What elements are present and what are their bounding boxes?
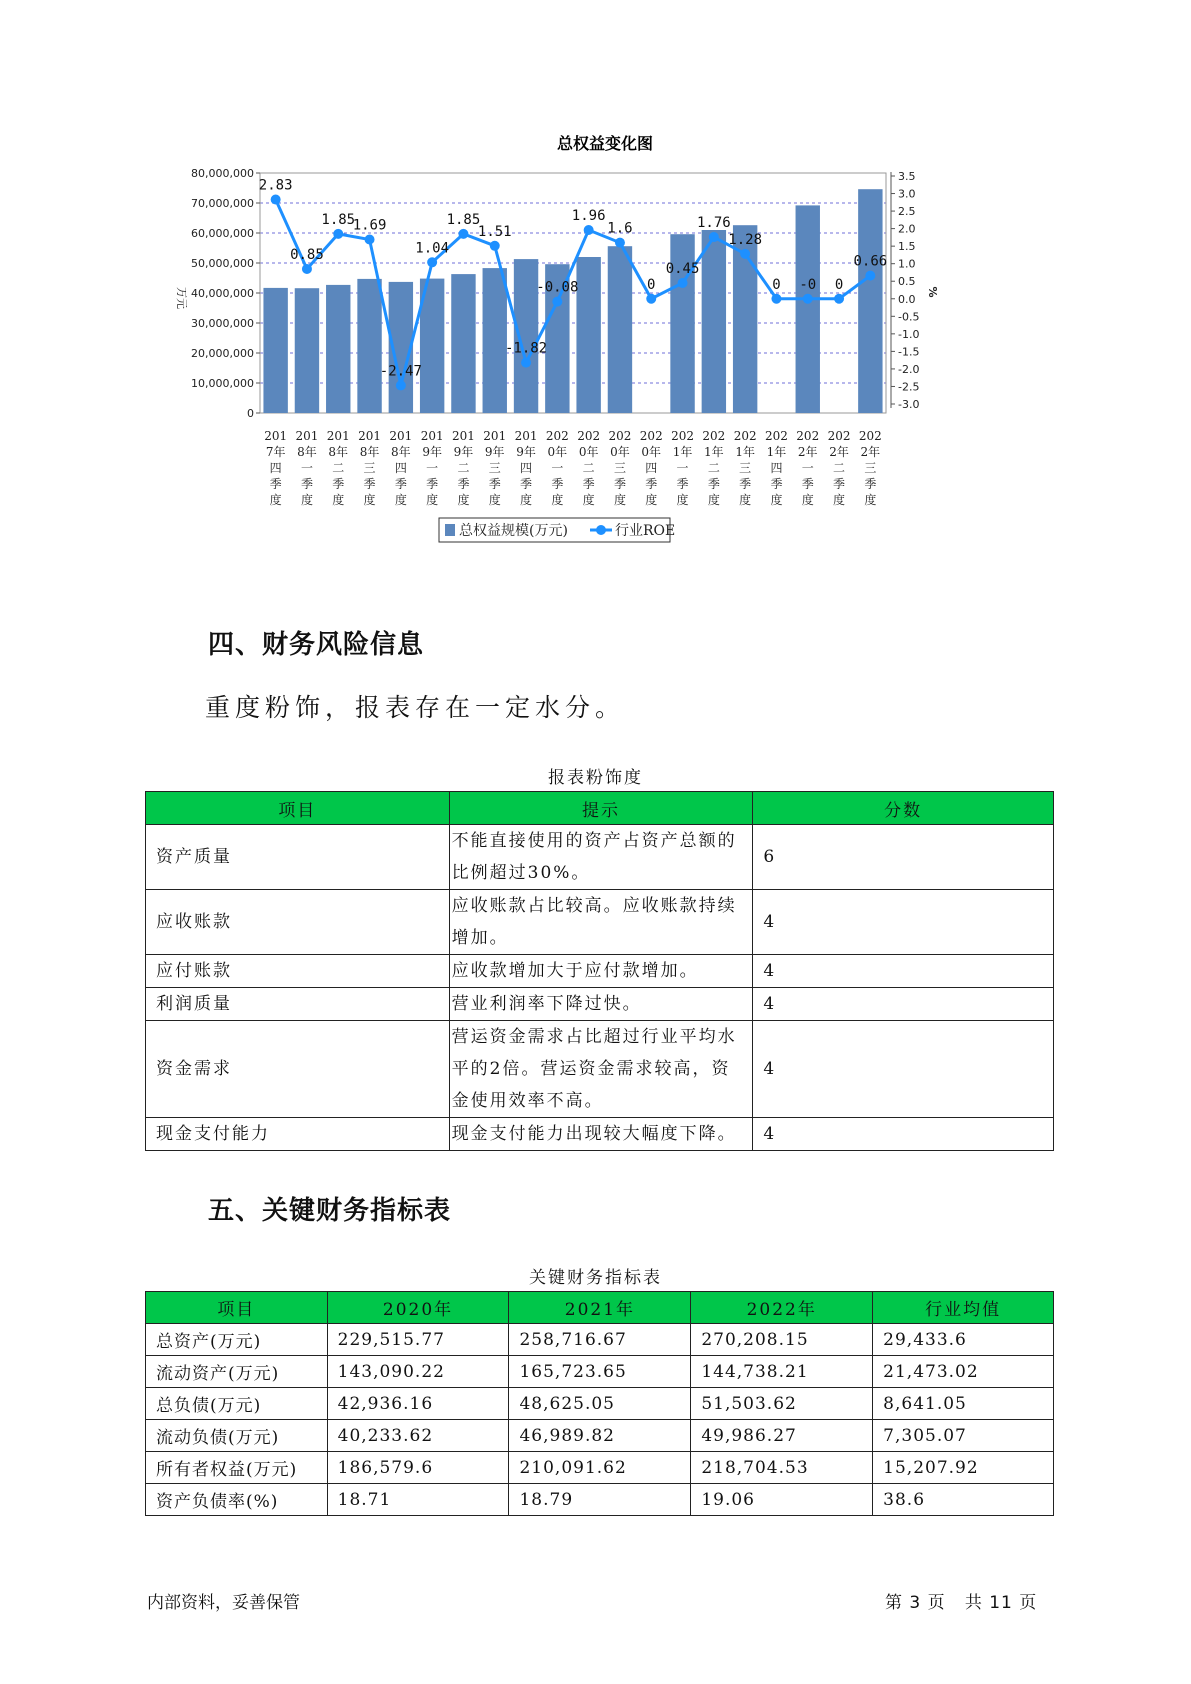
equity-bar: [702, 230, 726, 413]
table-header-row: [146, 792, 1054, 825]
roe-point: [646, 294, 656, 304]
table-row: [146, 955, 1054, 988]
roe-data-label: 1.6: [607, 220, 633, 237]
risk-score-cell: 4: [753, 955, 1054, 988]
kpi-value-cell: 40,233.62: [327, 1420, 509, 1452]
risk-summary: 重度粉饰，报表存在一定水分。: [205, 693, 626, 722]
y-tick-label: 80,000,000: [191, 167, 254, 180]
x-tick-label: 201 8年三季度: [358, 429, 382, 507]
header-cell: 2021年: [509, 1292, 691, 1324]
y2-tick-label: 0.5: [898, 275, 916, 289]
x-tick-label: 202 0年三季度: [608, 429, 632, 507]
kpi-item-cell: 所有者权益(万元): [146, 1452, 328, 1484]
y2-tick-label: 1.0: [898, 257, 916, 271]
kpi-table: [145, 1291, 1054, 1516]
table-row: [146, 1484, 1054, 1516]
kpi-value-cell: 229,515.77: [327, 1324, 509, 1356]
table-row: [146, 1118, 1054, 1151]
y-tick-label: 50,000,000: [191, 257, 254, 270]
y2-tick-label: -2.5: [898, 380, 920, 394]
y-axis-label: 万元: [175, 287, 188, 309]
risk-hint-cell: 营业利润率下降过快。: [449, 988, 753, 1021]
equity-bar: [483, 268, 507, 413]
x-tick-label: 202 2年二季度: [827, 429, 851, 507]
x-tick-label: 202 2年三季度: [858, 429, 882, 507]
x-tick-label: 202 2年一季度: [796, 429, 820, 507]
roe-data-label: 1.85: [321, 211, 356, 228]
table-row: [146, 1388, 1054, 1420]
y-tick-label: 10,000,000: [191, 377, 254, 390]
kpi-value-cell: 21,473.02: [873, 1356, 1054, 1388]
x-tick-label: 201 8年一季度: [295, 429, 319, 507]
roe-point: [302, 264, 312, 274]
roe-data-label: -0.08: [536, 279, 579, 296]
y-axis-right: [891, 170, 919, 411]
y-tick-label: 40,000,000: [191, 287, 254, 300]
table-row: [146, 1356, 1054, 1388]
y2-tick-label: 1.5: [898, 240, 916, 254]
roe-point: [427, 257, 437, 267]
roe-point: [834, 294, 844, 304]
header-cell: 2022年: [691, 1292, 873, 1324]
kpi-value-cell: 48,625.05: [509, 1388, 691, 1420]
roe-data-label: 1.51: [477, 223, 512, 240]
kpi-table-caption: 关键财务指标表: [529, 1268, 662, 1288]
roe-point: [678, 278, 688, 288]
y-tick-label: 0: [247, 407, 254, 420]
x-tick-label: 202 1年四季度: [764, 429, 788, 507]
risk-table-caption: 报表粉饰度: [548, 768, 643, 788]
equity-bar: [576, 257, 600, 413]
kpi-value-cell: 258,716.67: [509, 1324, 691, 1356]
footer-confidential-note: 内部资料，妥善保管: [147, 1593, 300, 1613]
roe-data-label: 1.96: [571, 208, 606, 225]
x-tick-label: 201 9年四季度: [514, 429, 538, 507]
table-row: [146, 1324, 1054, 1356]
x-tick-label: 202 1年三季度: [733, 429, 757, 507]
roe-point: [584, 225, 594, 235]
equity-bar: [357, 279, 381, 413]
roe-data-label: 1.04: [415, 240, 450, 257]
roe-point: [271, 195, 281, 205]
legend-line-label: 行业ROE: [615, 523, 676, 539]
kpi-value-cell: 8,641.05: [873, 1388, 1054, 1420]
risk-score-cell: 4: [753, 890, 1054, 955]
risk-item-cell: 应收账款: [146, 890, 450, 955]
kpi-value-cell: 38.6: [873, 1484, 1054, 1516]
table-row: [146, 1452, 1054, 1484]
roe-data-label: -2.47: [379, 363, 422, 380]
y2-tick-label: 0.0: [898, 292, 916, 306]
kpi-value-cell: 29,433.6: [873, 1324, 1054, 1356]
risk-item-cell: 利润质量: [146, 988, 450, 1021]
footer-page-number: 第 3 页 共 11 页: [885, 1593, 1038, 1613]
roe-data-label: 1.69: [352, 217, 387, 234]
section5-heading: 五、关键财务指标表: [208, 1196, 452, 1226]
chart-title: 总权益变化图: [556, 134, 654, 153]
header-cell: 2020年: [327, 1292, 509, 1324]
roe-point: [333, 229, 343, 239]
kpi-value-cell: 210,091.62: [509, 1452, 691, 1484]
kpi-value-cell: 7,305.07: [873, 1420, 1054, 1452]
chart-legend: [439, 518, 675, 542]
risk-item-cell: 资金需求: [146, 1021, 450, 1118]
y2-tick-label: -0.5: [898, 310, 920, 324]
kpi-item-cell: 流动资产(万元): [146, 1356, 328, 1388]
kpi-value-cell: 51,503.62: [691, 1388, 873, 1420]
kpi-value-cell: 186,579.6: [327, 1452, 509, 1484]
header-cell: 提示: [449, 792, 753, 825]
kpi-value-cell: 18.79: [509, 1484, 691, 1516]
x-tick-label: 201 8年四季度: [389, 429, 413, 507]
equity-bar: [263, 288, 287, 413]
equity-bar: [796, 205, 820, 413]
risk-score-cell: 4: [753, 1118, 1054, 1151]
roe-data-label: 2.83: [258, 177, 293, 194]
roe-data-label: 1.28: [728, 231, 763, 248]
roe-data-label: 1.76: [696, 215, 731, 232]
y2-tick-label: 2.0: [898, 222, 916, 236]
y2-tick-label: -1.5: [898, 345, 920, 359]
roe-point: [396, 380, 406, 390]
table-header-row: [146, 1292, 1054, 1324]
y2-tick-label: 3.0: [898, 187, 916, 201]
kpi-value-cell: 270,208.15: [691, 1324, 873, 1356]
risk-score-cell: 4: [753, 1021, 1054, 1118]
risk-item-cell: 资产质量: [146, 825, 450, 890]
table-row: [146, 825, 1054, 890]
table-row: [146, 1420, 1054, 1452]
y-tick-label: 60,000,000: [191, 227, 254, 240]
header-cell: 行业均值: [873, 1292, 1054, 1324]
y2-tick-label: -3.0: [898, 398, 920, 411]
roe-point: [615, 238, 625, 248]
roe-data-label: -0: [799, 276, 817, 293]
roe-data-label: 0.85: [290, 246, 324, 263]
risk-table: [145, 791, 1054, 1151]
kpi-value-cell: 165,723.65: [509, 1356, 691, 1388]
roe-data-labels: [259, 178, 887, 380]
risk-score-cell: 4: [753, 988, 1054, 1021]
kpi-item-cell: 总负债(万元): [146, 1388, 328, 1420]
roe-data-label: 1.85: [446, 211, 481, 228]
equity-bar: [858, 189, 882, 413]
legend-bar-label: 总权益规模(万元): [459, 523, 568, 539]
equity-bar: [295, 288, 319, 413]
y2-tick-label: -1.0: [898, 327, 920, 341]
kpi-item-cell: 资产负债率(%): [146, 1484, 328, 1516]
risk-hint-cell: 不能直接使用的资产占资产总额的比例超过30%。: [449, 825, 753, 890]
table-row: [146, 890, 1054, 955]
y-tick-label: 70,000,000: [191, 197, 254, 210]
table-row: [146, 988, 1054, 1021]
x-tick-label: 202 1年一季度: [671, 429, 695, 507]
roe-point: [458, 229, 468, 239]
table-row: [146, 1021, 1054, 1118]
x-tick-label: 201 9年三季度: [483, 429, 507, 507]
kpi-value-cell: 19.06: [691, 1484, 873, 1516]
y-tick-label: 20,000,000: [191, 347, 254, 360]
kpi-value-cell: 49,986.27: [691, 1420, 873, 1452]
roe-data-label: 0: [834, 276, 844, 293]
y2-tick-label: -2.0: [898, 362, 920, 376]
x-tick-label: 202 0年四季度: [639, 429, 663, 507]
equity-chart: [150, 130, 1050, 590]
section4-heading: 四、财务风险信息: [208, 630, 425, 660]
kpi-value-cell: 42,936.16: [327, 1388, 509, 1420]
roe-point: [771, 294, 781, 304]
roe-point: [803, 294, 813, 304]
equity-bar: [326, 285, 350, 413]
x-tick-label: 201 9年二季度: [451, 429, 475, 507]
kpi-value-cell: 18.71: [327, 1484, 509, 1516]
roe-data-label: 0: [647, 276, 656, 293]
legend-line-marker: [596, 525, 606, 535]
header-cell: 项目: [146, 792, 450, 825]
risk-hint-cell: 现金支付能力出现较大幅度下降。: [449, 1118, 753, 1151]
roe-point: [865, 271, 875, 281]
risk-hint-cell: 应收账款占比较高。应收账款持续增加。: [449, 890, 753, 955]
y2-axis-label: %: [926, 286, 939, 298]
legend-bar-swatch: [445, 524, 455, 536]
header-cell: 分数: [753, 792, 1054, 825]
x-tick-label: 201 9年一季度: [420, 429, 444, 507]
y2-tick-label: 2.5: [898, 205, 916, 219]
risk-score-cell: 6: [753, 825, 1054, 890]
roe-point: [740, 249, 750, 259]
risk-item-cell: 应付账款: [146, 955, 450, 988]
y-axis-left: [191, 167, 260, 420]
equity-bar: [451, 274, 475, 413]
kpi-value-cell: 143,090.22: [327, 1356, 509, 1388]
risk-item-cell: 现金支付能力: [146, 1118, 450, 1151]
kpi-item-cell: 总资产(万元): [146, 1324, 328, 1356]
roe-data-label: 0.45: [665, 260, 700, 277]
y2-tick-label: 3.5: [898, 170, 916, 183]
kpi-item-cell: 流动负债(万元): [146, 1420, 328, 1452]
roe-data-label: 0: [772, 276, 781, 293]
kpi-value-cell: 144,738.21: [691, 1356, 873, 1388]
roe-data-label: 0.66: [853, 253, 888, 270]
roe-point: [552, 297, 562, 307]
kpi-value-cell: 15,207.92: [873, 1452, 1054, 1484]
x-axis: [264, 429, 882, 507]
roe-point: [709, 232, 719, 242]
roe-data-label: -1.82: [504, 340, 548, 357]
y-tick-label: 30,000,000: [191, 317, 254, 330]
roe-point: [365, 234, 375, 244]
kpi-value-cell: 46,989.82: [509, 1420, 691, 1452]
kpi-value-cell: 218,704.53: [691, 1452, 873, 1484]
risk-hint-cell: 应收款增加大于应付款增加。: [449, 955, 753, 988]
roe-point: [490, 241, 500, 251]
equity-bar: [608, 246, 632, 413]
x-tick-label: 202 0年二季度: [577, 429, 601, 507]
roe-point: [521, 358, 531, 368]
x-tick-label: 202 1年二季度: [702, 429, 726, 507]
x-tick-label: 202 0年一季度: [545, 429, 569, 507]
x-tick-label: 201 7年四季度: [264, 429, 288, 507]
header-cell: 项目: [146, 1292, 328, 1324]
risk-hint-cell: 营运资金需求占比超过行业平均水平的2倍。营运资金需求较高，资金使用效率不高。: [449, 1021, 753, 1118]
x-tick-label: 201 8年二季度: [326, 429, 350, 507]
